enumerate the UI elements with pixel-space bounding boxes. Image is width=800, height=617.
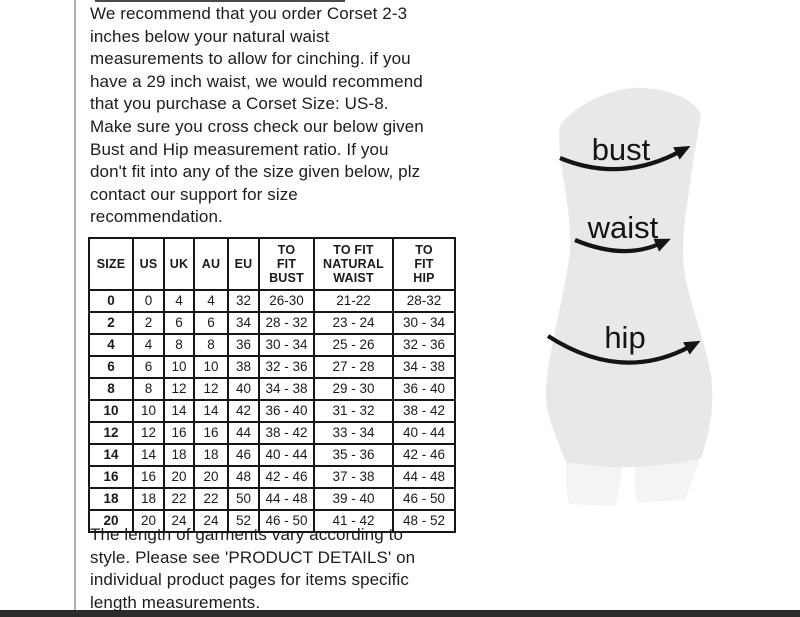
table-cell: 10 bbox=[164, 356, 194, 378]
text-line: The length of garments vary according to bbox=[90, 525, 403, 544]
table-cell: 4 bbox=[194, 290, 228, 312]
text-line: Make sure you cross check our below given bbox=[90, 116, 424, 136]
table-cell: 40 - 44 bbox=[393, 422, 455, 444]
column-header-to-fit-bust: TO FIT BUST bbox=[259, 238, 314, 290]
table-cell: 18 bbox=[89, 488, 133, 510]
table-row bbox=[89, 444, 455, 466]
table-cell: 2 bbox=[89, 312, 133, 334]
table-row bbox=[89, 378, 455, 400]
table-cell: 27 - 28 bbox=[314, 356, 393, 378]
bust-label: bust bbox=[591, 132, 651, 167]
table-cell: 24 bbox=[164, 510, 194, 532]
size-chart-table bbox=[88, 237, 456, 533]
table-cell: 48 - 52 bbox=[393, 510, 455, 532]
text-line: Bust and Hip measurement ratio. If you bbox=[90, 139, 389, 159]
table-cell: 2 bbox=[133, 312, 164, 334]
table-cell: 52 bbox=[228, 510, 259, 532]
table-cell: 39 - 40 bbox=[314, 488, 393, 510]
table-cell: 28 - 32 bbox=[259, 312, 314, 334]
table-cell: 34 - 38 bbox=[259, 378, 314, 400]
text-line: length measurements. bbox=[90, 592, 261, 612]
vertical-divider-line bbox=[74, 0, 76, 611]
table-cell: 12 bbox=[164, 378, 194, 400]
table-cell: 8 bbox=[89, 378, 133, 400]
table-cell: 38 bbox=[228, 356, 259, 378]
text-line: have a 29 inch waist, we would recommend bbox=[90, 71, 423, 91]
table-cell: 33 - 34 bbox=[314, 422, 393, 444]
column-header-us: US bbox=[133, 238, 164, 290]
table-cell: 28-32 bbox=[393, 290, 455, 312]
table-cell: 14 bbox=[89, 444, 133, 466]
table-cell: 22 bbox=[164, 488, 194, 510]
text-line: measurements to allow for cinching. if you bbox=[90, 49, 411, 69]
text-line: that you purchase a Corset Size: US-8. bbox=[90, 94, 389, 114]
table-cell: 0 bbox=[89, 290, 133, 312]
text-line: individual product pages for items specific bbox=[90, 570, 409, 590]
table-cell: 12 bbox=[194, 378, 228, 400]
table-cell: 30 - 34 bbox=[259, 334, 314, 356]
table-cell: 12 bbox=[89, 422, 133, 444]
table-cell: 21-22 bbox=[314, 290, 393, 312]
table-cell: 46 - 50 bbox=[393, 488, 455, 510]
table-cell: 8 bbox=[194, 334, 228, 356]
table-cell: 16 bbox=[164, 422, 194, 444]
table-cell: 10 bbox=[133, 400, 164, 422]
body-measurement-figure bbox=[535, 80, 775, 510]
table-cell: 40 bbox=[228, 378, 259, 400]
table-cell: 29 - 30 bbox=[314, 378, 393, 400]
table-cell: 20 bbox=[164, 466, 194, 488]
table-cell: 16 bbox=[194, 422, 228, 444]
text-line: contact our support for size bbox=[90, 184, 298, 204]
text-line: inches below your natural waist bbox=[90, 26, 330, 46]
text-line: style. Please see 'PRODUCT DETAILS' on bbox=[90, 547, 416, 567]
table-row bbox=[89, 334, 455, 356]
table-cell: 44 - 48 bbox=[393, 466, 455, 488]
size-table-body bbox=[89, 290, 455, 532]
table-cell: 12 bbox=[133, 422, 164, 444]
table-cell: 38 - 42 bbox=[393, 400, 455, 422]
table-row bbox=[89, 356, 455, 378]
table-cell: 26-30 bbox=[259, 290, 314, 312]
top-crop-bar bbox=[95, 0, 345, 2]
table-cell: 31 - 32 bbox=[314, 400, 393, 422]
table-cell: 14 bbox=[194, 400, 228, 422]
column-header-to-fit-natural-waist: TO FIT NATURAL WAIST bbox=[314, 238, 393, 290]
table-cell: 36 - 40 bbox=[393, 378, 455, 400]
waist-label: waist bbox=[587, 210, 659, 245]
text-line: We recommend that you order Corset 2-3 bbox=[90, 4, 408, 23]
table-cell: 48 bbox=[228, 466, 259, 488]
table-cell: 37 - 38 bbox=[314, 466, 393, 488]
table-row bbox=[89, 466, 455, 488]
torso-illustration bbox=[535, 80, 775, 510]
table-row bbox=[89, 290, 455, 312]
table-cell: 20 bbox=[194, 466, 228, 488]
column-header-eu: EU bbox=[228, 238, 259, 290]
table-row bbox=[89, 400, 455, 422]
intro-paragraph bbox=[90, 3, 424, 229]
table-cell: 4 bbox=[89, 334, 133, 356]
table-cell: 42 bbox=[228, 400, 259, 422]
table-cell: 32 bbox=[228, 290, 259, 312]
table-cell: 36 bbox=[228, 334, 259, 356]
table-cell: 34 - 38 bbox=[393, 356, 455, 378]
hip-label: hip bbox=[604, 320, 646, 355]
table-cell: 25 - 26 bbox=[314, 334, 393, 356]
table-cell: 16 bbox=[133, 466, 164, 488]
table-cell: 44 bbox=[228, 422, 259, 444]
column-header-to-fit-hip: TO FIT HIP bbox=[393, 238, 455, 290]
table-cell: 32 - 36 bbox=[393, 334, 455, 356]
table-cell: 8 bbox=[164, 334, 194, 356]
table-cell: 6 bbox=[133, 356, 164, 378]
table-cell: 30 - 34 bbox=[393, 312, 455, 334]
table-row bbox=[89, 488, 455, 510]
table-cell: 36 - 40 bbox=[259, 400, 314, 422]
table-cell: 44 - 48 bbox=[259, 488, 314, 510]
table-cell: 20 bbox=[133, 510, 164, 532]
table-cell: 16 bbox=[89, 466, 133, 488]
footer-paragraph bbox=[90, 524, 415, 614]
table-cell: 18 bbox=[194, 444, 228, 466]
table-cell: 10 bbox=[89, 400, 133, 422]
table-cell: 23 - 24 bbox=[314, 312, 393, 334]
table-cell: 6 bbox=[164, 312, 194, 334]
table-cell: 42 - 46 bbox=[393, 444, 455, 466]
table-cell: 0 bbox=[133, 290, 164, 312]
table-cell: 20 bbox=[89, 510, 133, 532]
table-cell: 6 bbox=[194, 312, 228, 334]
table-cell: 24 bbox=[194, 510, 228, 532]
size-table-header-row bbox=[89, 238, 455, 290]
table-cell: 35 - 36 bbox=[314, 444, 393, 466]
table-cell: 50 bbox=[228, 488, 259, 510]
column-header-au: AU bbox=[194, 238, 228, 290]
table-cell: 6 bbox=[89, 356, 133, 378]
table-cell: 4 bbox=[164, 290, 194, 312]
table-cell: 8 bbox=[133, 378, 164, 400]
text-line: recommendation. bbox=[90, 207, 223, 227]
table-cell: 34 bbox=[228, 312, 259, 334]
table-cell: 18 bbox=[164, 444, 194, 466]
text-line: don't fit into any of the size given below, plz bbox=[90, 162, 421, 182]
table-row bbox=[89, 422, 455, 444]
table-cell: 46 - 50 bbox=[259, 510, 314, 532]
column-header-size: SIZE bbox=[89, 238, 133, 290]
table-cell: 41 - 42 bbox=[314, 510, 393, 532]
table-cell: 22 bbox=[194, 488, 228, 510]
table-cell: 32 - 36 bbox=[259, 356, 314, 378]
table-cell: 10 bbox=[194, 356, 228, 378]
table-cell: 14 bbox=[133, 444, 164, 466]
table-cell: 46 bbox=[228, 444, 259, 466]
table-cell: 18 bbox=[133, 488, 164, 510]
table-cell: 38 - 42 bbox=[259, 422, 314, 444]
table-cell: 42 - 46 bbox=[259, 466, 314, 488]
column-header-uk: UK bbox=[164, 238, 194, 290]
table-cell: 14 bbox=[164, 400, 194, 422]
table-cell: 40 - 44 bbox=[259, 444, 314, 466]
table-cell: 4 bbox=[133, 334, 164, 356]
table-row bbox=[89, 312, 455, 334]
